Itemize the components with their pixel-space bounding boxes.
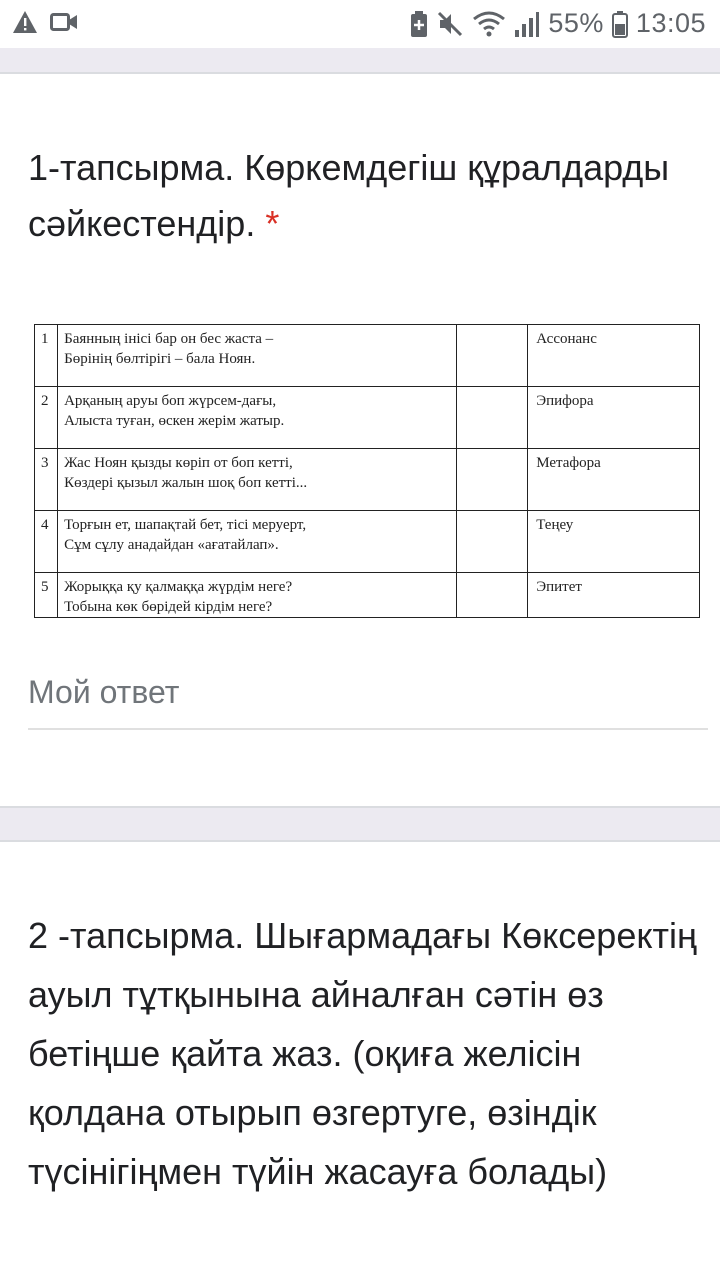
section-divider-top — [0, 48, 720, 72]
clock: 13:05 — [635, 8, 706, 38]
verse-cell — [58, 511, 457, 573]
video-icon — [50, 11, 78, 33]
table-row — [35, 511, 700, 573]
verse-line: Сұм сұлу анадайдан «ағатайлап». — [64, 537, 279, 553]
warning-icon — [12, 10, 38, 34]
matching-table-image — [34, 324, 700, 618]
answer-input[interactable]: Мой ответ — [28, 674, 180, 710]
row-number: 1 — [35, 325, 58, 387]
battery-icon — [612, 10, 628, 38]
divider-line — [0, 72, 720, 74]
required-asterisk: * — [265, 203, 280, 244]
term-cell: Эпифора — [528, 387, 700, 449]
section-divider — [0, 808, 720, 840]
verse-cell — [58, 387, 457, 449]
verse-line: Бөрінің бөлтірігі – бала Ноян. — [64, 351, 256, 367]
verse-line: Торғын ет, шапақтай бет, тісі меруерт, — [64, 517, 307, 533]
empty-cell — [456, 573, 527, 618]
verse-line: Тобына көк бөрідей кірдім неге? — [64, 599, 273, 615]
term-cell: Метафора — [528, 449, 700, 511]
question-2-title: 2 -тапсырма. Шығармадағы Көксеректің ауыл тұтқынына айналған сәтін өз бетіңше қайта жаз. (оқиға желісін қолдана отырып өзгертуге, өзіндік түсінігіңмен түйін жасауға болады) — [28, 915, 697, 1192]
row-number: 3 — [35, 449, 58, 511]
table-row — [35, 325, 700, 387]
verse-line: Көздері қызыл жалын шоқ боп кетті... — [64, 475, 308, 491]
table-row — [35, 387, 700, 449]
verse-line: Жорыққа қу қалмаққа жүрдім неге? — [64, 579, 293, 595]
question-1-title — [28, 140, 688, 252]
question-1-title-text: 1-тапсырма. Көркемдегіш құралдарды сәйкестендір. — [28, 147, 670, 244]
empty-cell — [456, 449, 527, 511]
verse-cell — [58, 573, 457, 618]
verse-cell — [58, 449, 457, 511]
verse-cell — [58, 325, 457, 387]
empty-cell — [456, 511, 527, 573]
wifi-icon — [472, 10, 506, 38]
term-cell: Эпитет — [528, 573, 700, 618]
verse-line: Арқаның аруы боп жүрсем-дағы, — [64, 393, 277, 409]
status-bar — [0, 0, 720, 48]
table-row — [35, 449, 700, 511]
row-number: 2 — [35, 387, 58, 449]
verse-line: Алыста туған, өскен жерім жатыр. — [64, 413, 285, 429]
term-cell: Ассонанс — [528, 325, 700, 387]
battery-saver-icon — [410, 10, 428, 38]
divider-line — [0, 840, 720, 842]
empty-cell — [456, 387, 527, 449]
term-cell: Теңеу — [528, 511, 700, 573]
verse-line: Баянның інісі бар он бес жаста – — [64, 331, 274, 347]
row-number: 4 — [35, 511, 58, 573]
verse-line: Жас Ноян қызды көріп от боп кетті, — [64, 455, 293, 471]
answer-underline — [28, 728, 708, 730]
row-number: 5 — [35, 573, 58, 618]
empty-cell — [456, 325, 527, 387]
mute-icon — [436, 10, 464, 38]
table-row — [35, 573, 700, 618]
signal-icon — [514, 10, 540, 38]
battery-percent: 55% — [548, 8, 604, 38]
